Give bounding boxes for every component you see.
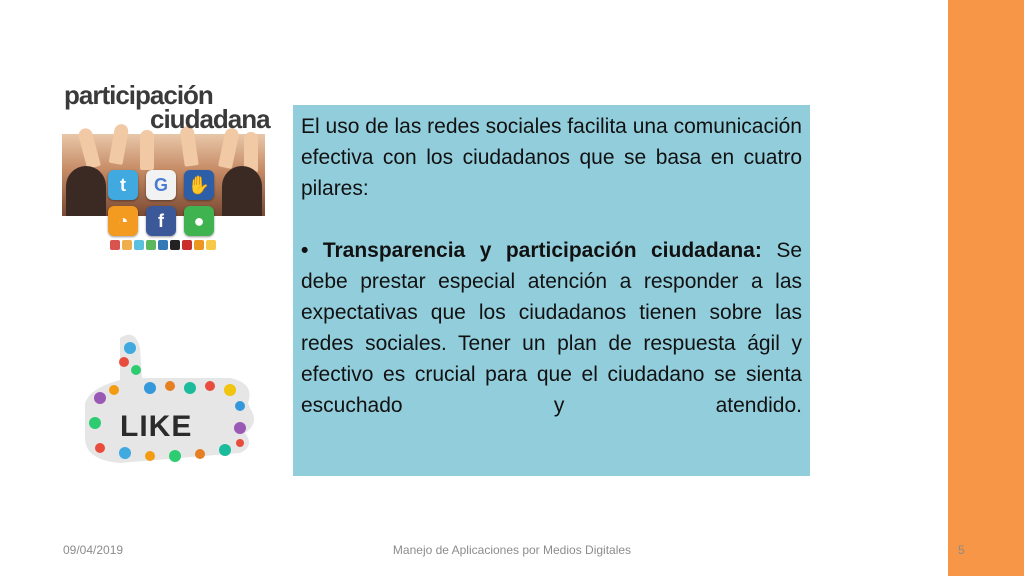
bullet-paragraph bbox=[301, 235, 802, 421]
twitter-icon: t bbox=[108, 170, 138, 200]
participation-title-line2: ciudadana bbox=[150, 104, 270, 134]
footer-date: 09/04/2019 bbox=[63, 543, 124, 557]
rss-icon: ◔ bbox=[108, 206, 138, 236]
intro-paragraph: El uso de las redes sociales facilita una comunicación efectiva con los ciudadanos que se basa en cuatro pilares: bbox=[301, 115, 802, 200]
thumbs-up-collage bbox=[80, 328, 260, 470]
participation-image bbox=[62, 80, 270, 256]
bullet-title: Transparencia y participación ciudadana: bbox=[322, 239, 762, 262]
chat-icon: ● bbox=[184, 206, 214, 236]
small-social-icons bbox=[110, 240, 216, 250]
bullet-symbol: • bbox=[301, 239, 309, 262]
side-accent-band bbox=[948, 0, 1024, 576]
myspace-icon: ✋ bbox=[184, 170, 214, 200]
footer-title: Manejo de Aplicaciones por Medios Digitales bbox=[392, 543, 632, 557]
like-thumbs-image bbox=[80, 328, 260, 470]
google-icon: G bbox=[146, 170, 176, 200]
footer-page-number: 5 bbox=[958, 543, 965, 557]
like-word: LIKE bbox=[120, 410, 193, 443]
bullet-text: Se debe prestar especial atención a responder a las expectativas que los ciudadanos tienen sobre las redes sociales. Tener un plan de respuesta ágil y efectivo es crucial para que el ciudadano se sienta escuchado y atendido. bbox=[301, 239, 802, 417]
content-text-box bbox=[293, 105, 810, 476]
paragraph-spacer bbox=[301, 204, 802, 235]
participation-title-line1: participación bbox=[64, 80, 213, 110]
facebook-icon: f bbox=[146, 206, 176, 236]
